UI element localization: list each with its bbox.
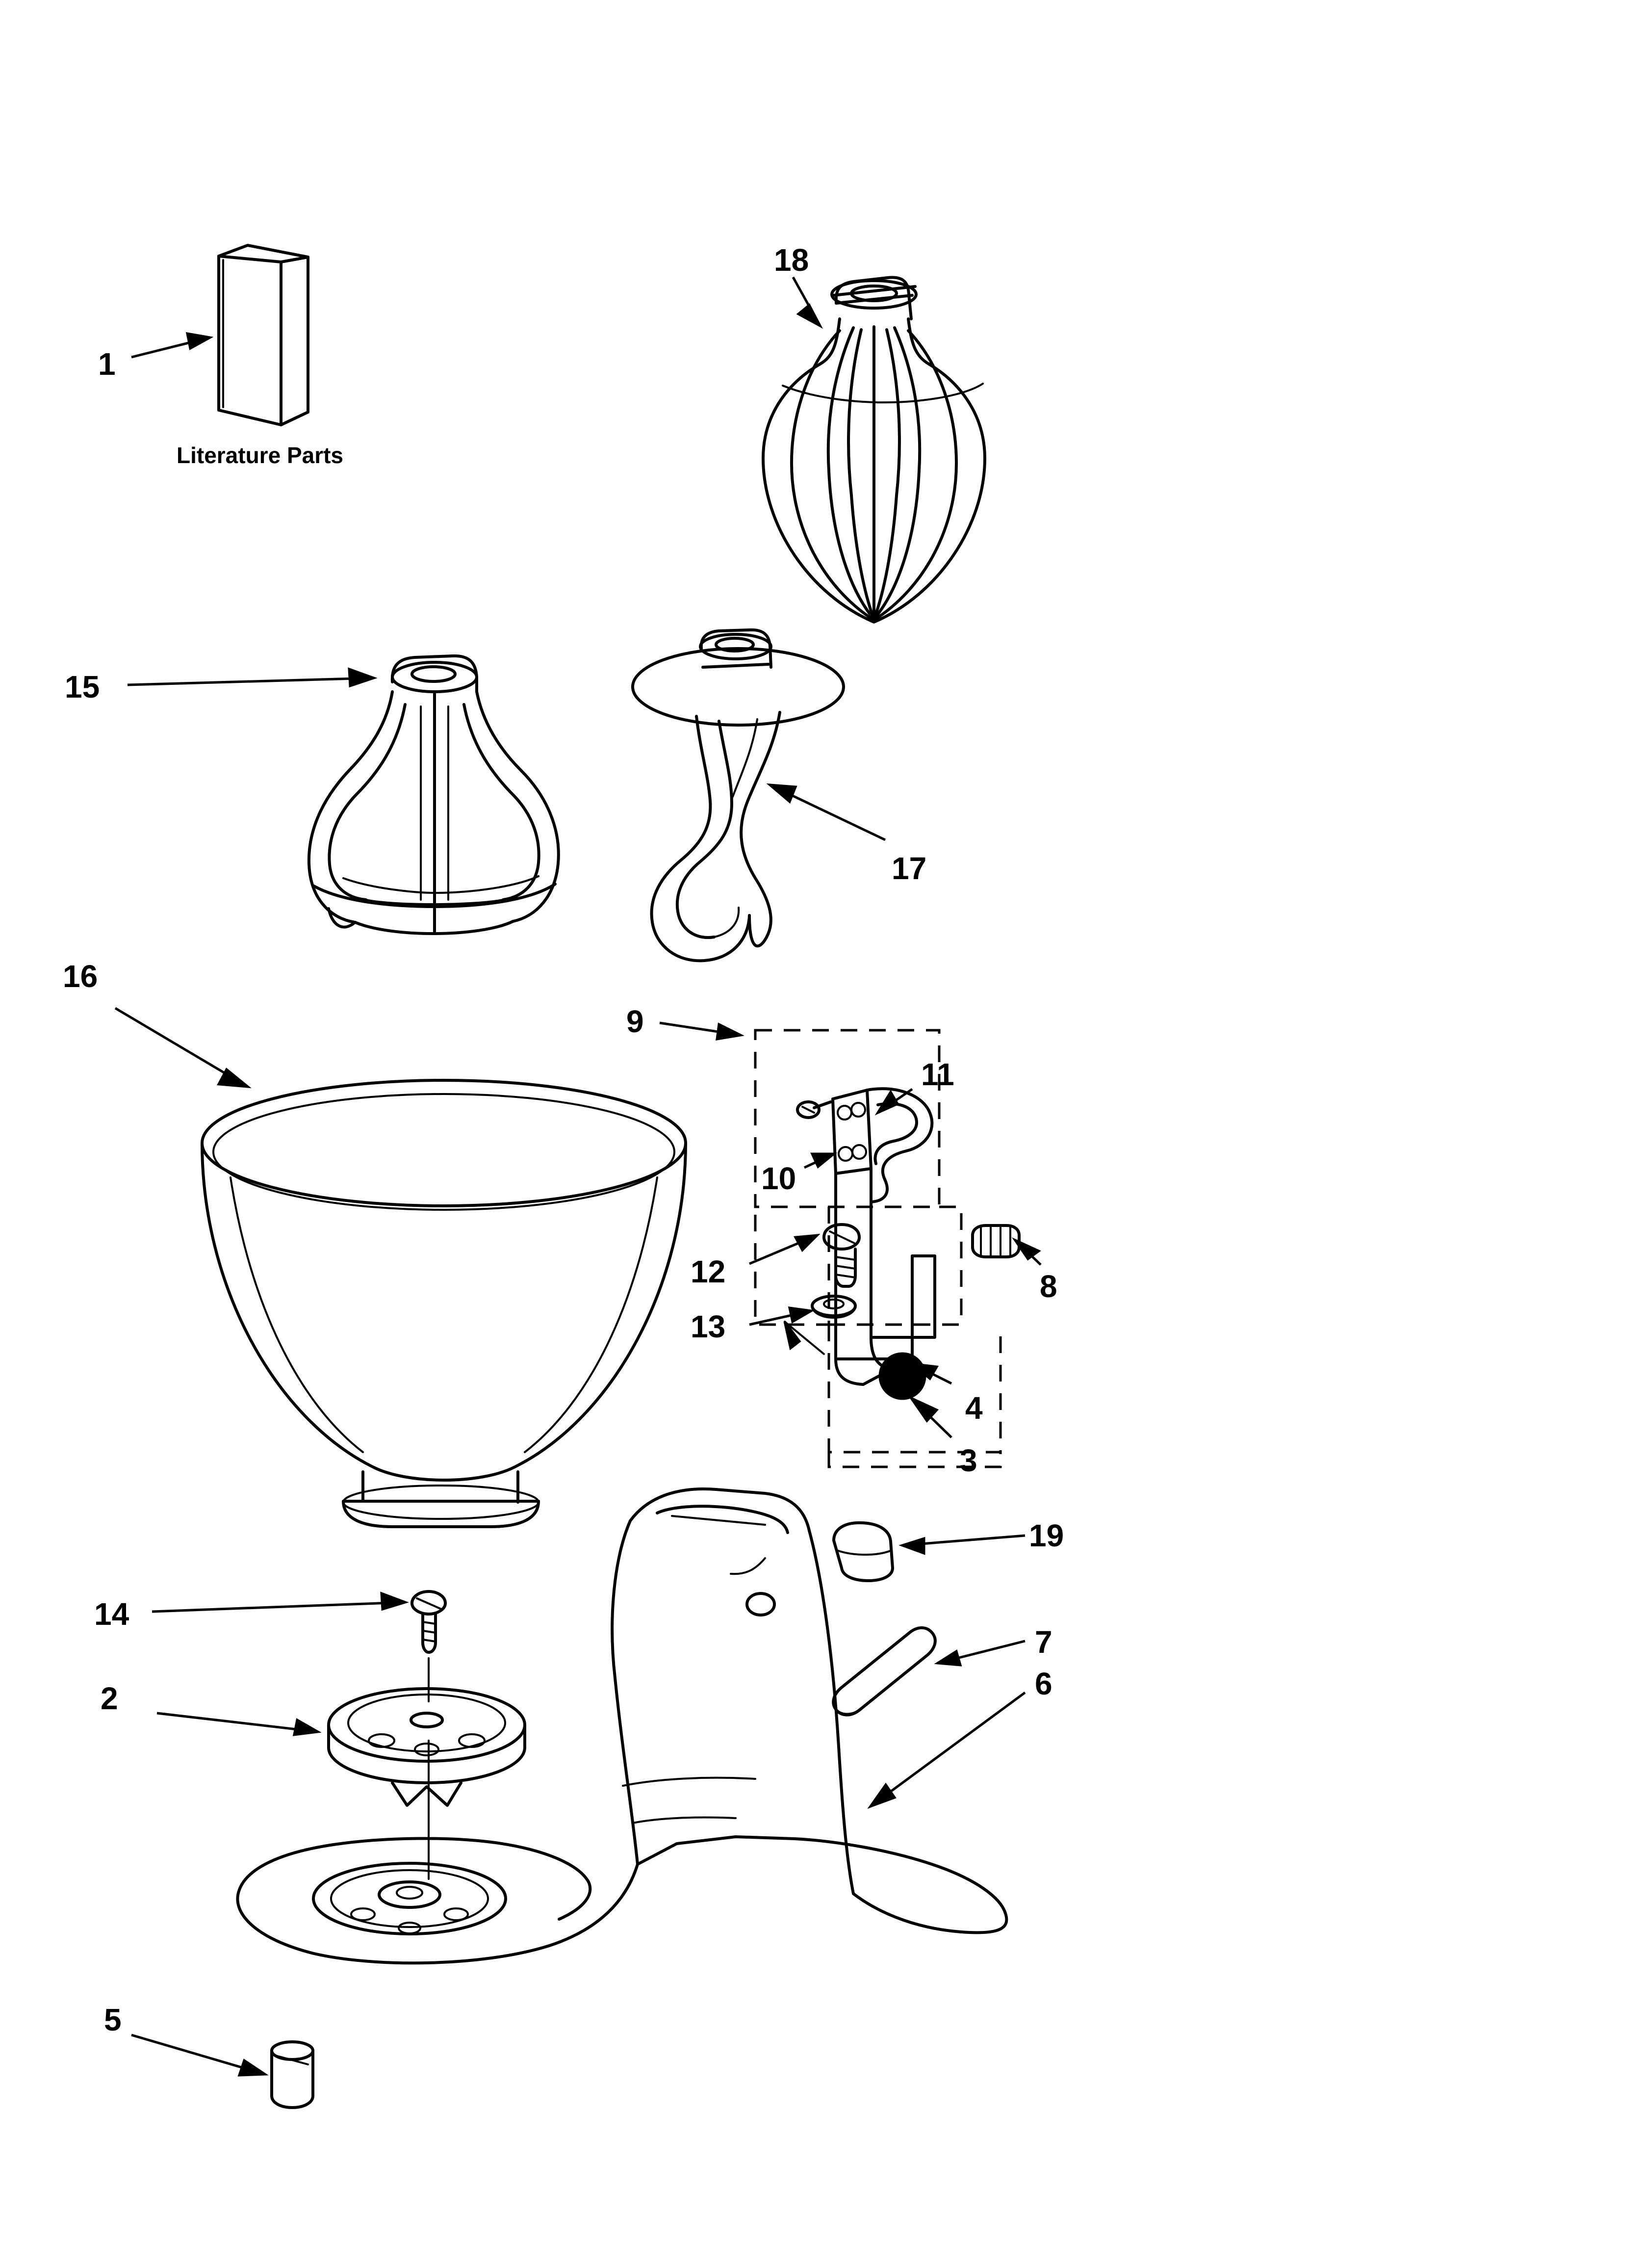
callout-13: 13 [691,1309,726,1344]
callout-16: 16 [63,959,98,994]
callout-3: 3 [960,1443,977,1478]
flat-beater-art [309,656,559,934]
screw-collar-art [412,1591,445,1652]
pin-shaft-art [833,1628,935,1715]
bowl-lift-assembly-group-box [755,1030,1001,1467]
callout-6: 6 [1035,1666,1052,1701]
callout-11: 11 [921,1057,954,1092]
callout-5: 5 [104,2002,122,2037]
leader-15 [128,669,374,686]
foot-plug-art [272,2042,313,2108]
leader-2 [157,1713,318,1735]
cam-and-bracket-art [797,1089,935,1384]
callout-10: 10 [761,1161,796,1196]
dough-hook-art [633,630,844,961]
collar-plate-art [329,1658,525,1879]
leader-19 [902,1536,1025,1553]
leader-13 [749,1308,811,1325]
callout-2: 2 [101,1681,118,1716]
mixing-bowl-art [202,1080,686,1527]
washer-art [812,1296,855,1318]
callout-4: 4 [965,1390,983,1426]
leader-16 [115,1008,248,1087]
callout-7: 7 [1035,1624,1052,1660]
callout-14: 14 [94,1596,129,1632]
leader-12 [749,1235,817,1264]
callout-9: 9 [626,1004,644,1039]
callout-12: 12 [691,1254,726,1289]
callout-8: 8 [1040,1269,1057,1304]
leader-14 [152,1593,405,1612]
callout-1: 1 [98,346,116,382]
leader-3 [911,1398,951,1437]
leader-9 [660,1023,741,1039]
callout-18: 18 [774,242,809,278]
wire-whip-art [763,277,985,622]
callout-15: 15 [65,669,100,704]
leader-1 [131,334,210,357]
callout-19: 19 [1029,1518,1064,1553]
leader-10 [804,1154,834,1168]
leader-18 [793,277,820,326]
leader-17 [770,785,885,840]
literature-parts-booklet-art [219,245,308,425]
literature-parts-caption: Literature Parts [177,443,344,468]
callout-17: 17 [892,851,927,886]
leader-7 [938,1641,1025,1665]
leader-6 [871,1693,1025,1806]
roll-pin-art [973,1225,1019,1257]
speed-control-lever-art [834,1523,893,1581]
leader-5 [131,2035,265,2075]
